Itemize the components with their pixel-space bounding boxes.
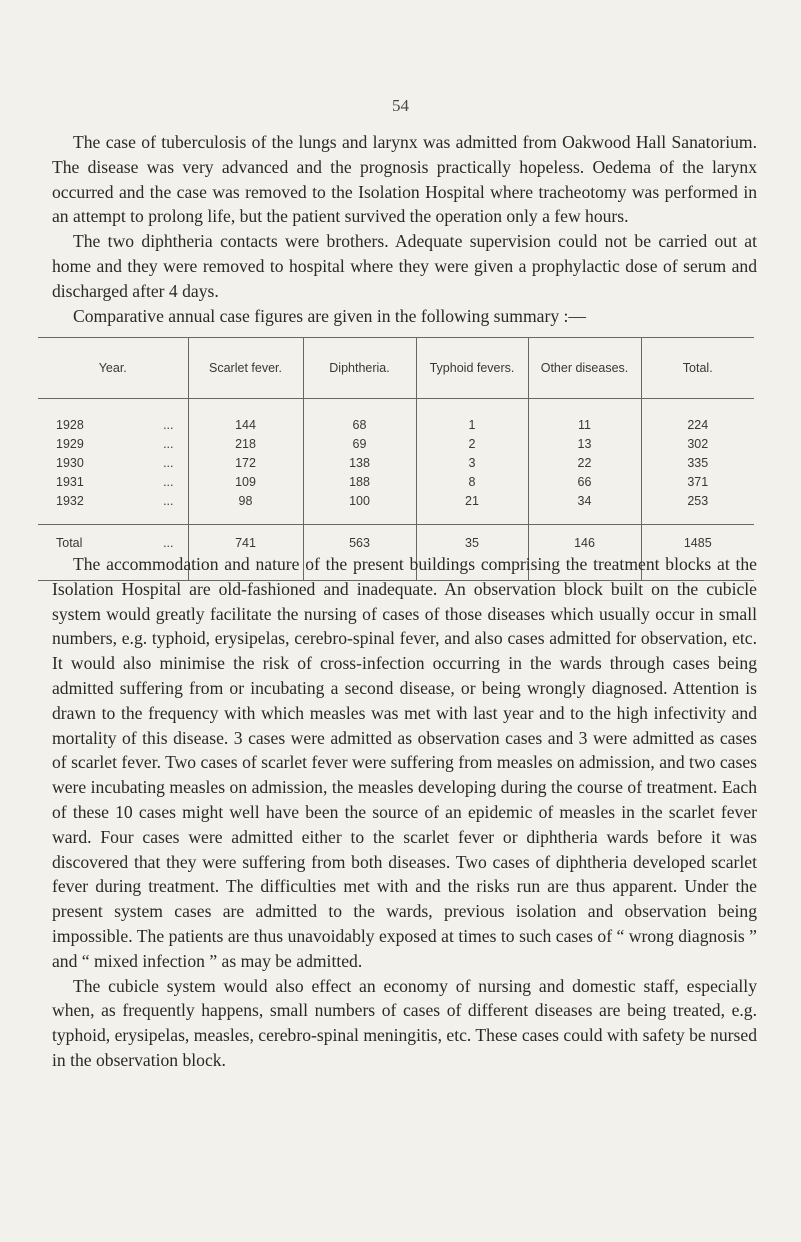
cell-typhoid: 8 (416, 472, 528, 491)
cell-scarlet-fever: 98 (188, 491, 303, 525)
cell-year: 1930 ... (38, 453, 188, 472)
page-number: 54 (392, 96, 409, 115)
table-row (38, 434, 754, 453)
cell-diphtheria: 68 (303, 399, 416, 435)
cell-scarlet-fever: 109 (188, 472, 303, 491)
header-year: Year. (38, 338, 188, 399)
cell-typhoid: 21 (416, 491, 528, 525)
cell-year: 1931 ... (38, 472, 188, 491)
cell-year: 1932 ... (38, 491, 188, 525)
body-text (52, 552, 757, 1073)
cell-total: 1485 (641, 525, 754, 581)
paragraph-tuberculosis-case: The case of tuberculosis of the lungs and larynx was admitted from Oakwood Hall Sanatorium. The disease was very advanced and the prognosis practically hopeless. Oedema of the larynx occurred and the case was removed to the Isolation Hospital where tracheotomy was performed in an attempt to prolong life, but the patient survived the operation only a few hours. (52, 132, 757, 227)
cell-typhoid: 2 (416, 434, 528, 453)
cell-total: 335 (687, 455, 709, 470)
cell-scarlet-fever: 144 (188, 399, 303, 435)
cell-other-diseases: 13 (528, 434, 641, 453)
cell-total: 302 (687, 436, 709, 451)
cell-diphtheria: 188 (303, 472, 416, 491)
table-row (38, 399, 754, 435)
cell-other-diseases: 146 (528, 525, 641, 581)
cell-typhoid: 3 (416, 453, 528, 472)
cell-total: 253 (687, 493, 709, 508)
cell-scarlet-fever: 172 (188, 453, 303, 472)
cell-other-diseases: 34 (528, 491, 641, 525)
cell-total: 224 (687, 417, 709, 432)
table-row (38, 453, 754, 472)
cell-diphtheria: 563 (303, 525, 416, 581)
cell-other-diseases: 11 (528, 399, 641, 435)
cell-year: 1929 ... (38, 434, 188, 453)
header-scarlet-fever: Scarlet fever. (188, 338, 303, 399)
paragraph-diphtheria-contacts: The two diphtheria contacts were brothers. Adequate supervision could not be carried out at home and they were removed to hospital where they were given a prophylactic dose of serum and discharged after 4 days. (52, 231, 757, 301)
header-diphtheria: Diphtheria. (303, 338, 416, 399)
header-other-diseases: Other diseases. (528, 338, 641, 399)
table-row (38, 472, 754, 491)
cell-typhoid: 35 (416, 525, 528, 581)
intro-text (52, 130, 757, 328)
table-row (38, 491, 754, 525)
cell-diphtheria: 69 (303, 434, 416, 453)
cell-diphtheria: 100 (303, 491, 416, 525)
cell-total: 371 (687, 474, 709, 489)
cell-total-label: Total ... (38, 525, 188, 581)
cell-diphtheria: 138 (303, 453, 416, 472)
cell-year: 1928 ... (38, 399, 188, 435)
cell-other-diseases: 66 (528, 472, 641, 491)
cell-typhoid: 1 (416, 399, 528, 435)
cell-other-diseases: 22 (528, 453, 641, 472)
paragraph-cubicle-system: The cubicle system would also effect an economy of nursing and domestic staff, especially when, as frequently happens, small numbers of cases of different diseases are being treated, e.g. typhoid, erysipelas, measles, cerebro-spinal meningitis, etc. These cases could with safety be nursed in the observation block. (52, 975, 757, 1070)
header-typhoid-fevers: Typhoid fevers. (416, 338, 528, 399)
paragraph-accommodation: The accommodation and nature of the present buildings comprising the treatment blocks at the Isolation Hospital are old-fashioned and inadequate. An observation block built on the cubicle system would greatly facilitate the nursing of cases of those diseases which usually occur in small numbers, e.g. typhoid, erysipelas, cerebro-spinal fever, and also cases admitted for observation, etc. It would also minimise the risk of cross-infection occurring in the wards through cases being admitted suffering from or incubating a second disease, or being wrongly diagnosed. Attention is drawn to the frequency with which measles was met with last year and to the high infectivity and mortality of this disease. 3 cases were admitted as observation cases and 3 were admitted as cases of scarlet fever. Two cases of scarlet fever were suffering from measles on admission, and two cases were incubating measles on admission, the measles developing during the course of treatment. Each of these 10 cases might well have been the source of an epidemic of measles in the scarlet fever ward. Four cases were admitted either to the scarlet fever or diphtheria wards before it was discovered that they were suffering from both diseases. Two cases of diphtheria developed scarlet fever during treatment. The difficulties met with and the risks run are thus apparent. Under the present system cases are admitted to the wards, previous isolation and observation being impossible. The patients are thus unavoidably exposed at times to such cases of “ wrong diagnosis ” and “ mixed infection ” as may be admitted. (52, 554, 757, 971)
cell-scarlet-fever: 741 (188, 525, 303, 581)
header-total: Total. (641, 338, 754, 399)
cell-scarlet-fever: 218 (188, 434, 303, 453)
paragraph-summary-intro: Comparative annual case figures are given in the following summary :— (73, 305, 587, 326)
annual-case-summary-table (38, 337, 754, 581)
table-header-row (38, 338, 754, 399)
